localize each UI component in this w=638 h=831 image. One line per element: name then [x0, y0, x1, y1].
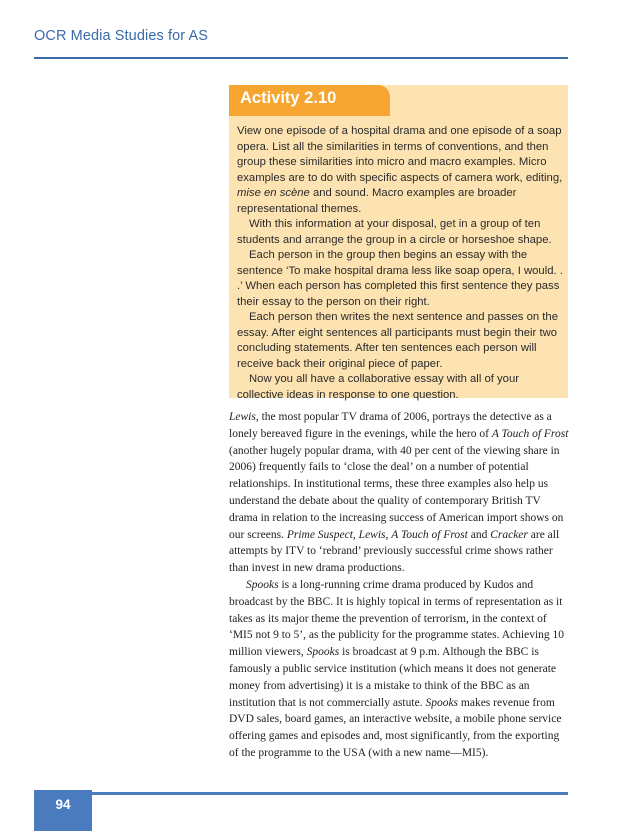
activity-paragraph-1: View one episode of a hospital drama and one episode of a soap opera. List all the similarities in terms of conventions, and then group these similarities into micro and macro examples. Micro examples are to do with specific aspects of camera work, editing, mise en scène and sound. Macro examples are broader representational themes.: [237, 125, 563, 215]
running-header: OCR Media Studies for AS: [34, 28, 209, 44]
page-number: 94: [55, 797, 71, 812]
activity-text: [237, 124, 565, 403]
body-paragraph-1: Lewis, the most popular TV drama of 2006, portrays the detective as a lonely bereaved figure in the evenings, while the hero of A Touch of Frost (another hugely popular drama, with 40 per cent of the viewing share in 2006) frequently fails to ‘close the deal’ on a number of potential relationships. In institutional terms, these three examples also help us understand the debate about the quality of contemporary British TV drama in relation to the increasing success of American import shows on our screens. Prime Suspect, Lewis, A Touch of Frost and Cracker are all attempts by ITV to ‘rebrand’ previously successful crime shows rather than invest in new drama productions.: [229, 411, 569, 575]
activity-paragraph-4: Each person then writes the next sentence and passes on the essay. After eight sentences all participants must begin their two concluding statements. After ten sentences each person will receive back their original piece of paper.: [237, 311, 558, 370]
body-paragraph-2: Spooks is a long-running crime drama produced by Kudos and broadcast by the BBC. It is highly topical in terms of representation as it takes as its major theme the prevention of terrorism, in the context of ‘MI5 not 9 to 5’, as the publicity for the programme states. Achieving 10 million viewers, Spooks is broadcast at 9 p.m. Although the BBC is famously a public service institution (which means it does not generate money from advertising) it is a mistake to think of the BBC as an institution that is not commercially astute. Spooks makes revenue from DVD sales, board games, an interactive website, a mobile phone service offering games and episodes and, most significantly, from the exporting of the programme to the USA (with a new name—MI5).: [229, 578, 565, 759]
activity-title: Activity 2.10: [240, 89, 337, 107]
mise-en-scene-term: mise en scène: [237, 187, 310, 199]
footer-rule: [92, 792, 568, 795]
header-rule: [34, 57, 568, 59]
body-text: [229, 409, 571, 762]
activity-paragraph-2: With this information at your disposal, get in a group of ten students and arrange the group in a circle or horseshoe shape.: [237, 218, 552, 246]
activity-paragraph-5: Now you all have a collaborative essay with all of your collective ideas in response to one question.: [237, 373, 520, 401]
activity-paragraph-3: Each person in the group then begins an essay with the sentence ‘To make hospital drama less like soap opera, I would. . .’ When each person has completed this first sentence they pass their essay to the person on their right.: [237, 249, 563, 308]
